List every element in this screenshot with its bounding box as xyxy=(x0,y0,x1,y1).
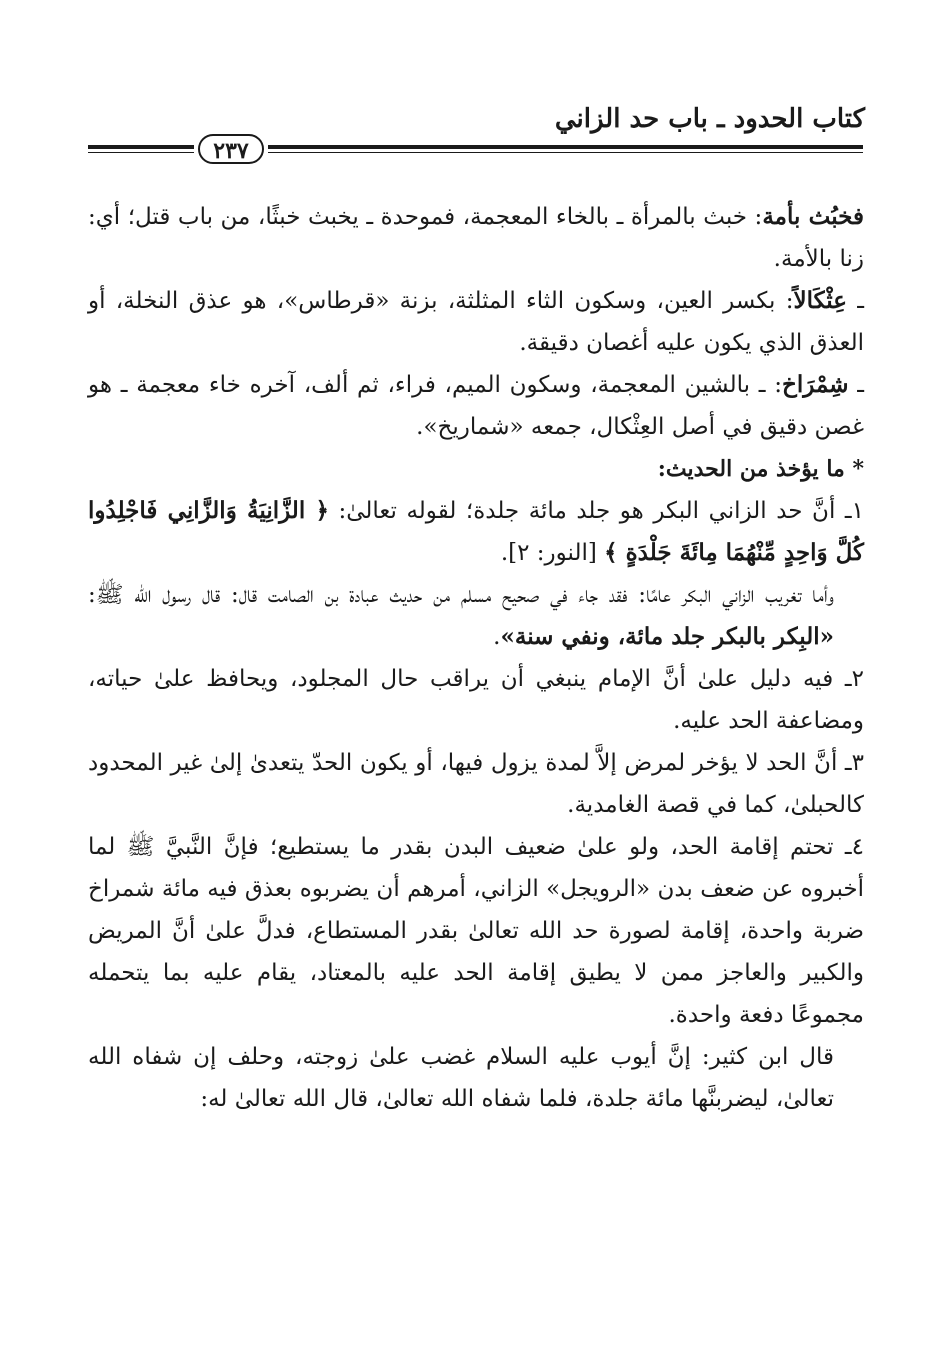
benefit-item-4: ٤ـ تحتم إقامة الحد، ولو علىٰ ضعيف البدن بقدر ما يستطيع؛ فإنَّ النَّبيَّ ﷺ لما أخبروه عن ضعف بدن «الرويجل» الزاني، أمرهم أن يضربوه بعذق فيه مائة شمراخ ضربة واحدة، إقامة لصورة حد الله تعالىٰ بقدر المستطاع، فدلَّ علىٰ أنَّ المريض والكبير والعاجز ممن لا يطيق إقامة الحد عليه بالمعتاد، يقام عليه بما يتحمله مجموعًا دفعة واحدة. xyxy=(88,834,864,1028)
ibn-kathir-paragraph: قال ابن كثير: إنَّ أيوب عليه السلام غضب علىٰ زوجته، وحلف إن شفاه الله تعالىٰ، ليضربنَّها مائة جلدة، فلما شفاه الله تعالىٰ، قال الله تعالىٰ له: xyxy=(88,1044,834,1112)
item-text: وأما تغريب الزاني البكر عامًا: فقد جاء في صحيح مسلم من حديث عبادة بن الصامت قال: قال رسول الله ﷺ: xyxy=(88,582,834,608)
benefit-paragraph-hadith xyxy=(88,574,864,658)
definition-text: : بكسر العين، وسكون الثاء المثلثة، بزنة «قرطاس»، هو عذق النخلة، أو العذق الذي يكون عليه أغصان دقيقة. xyxy=(88,288,864,356)
benefit-item-3: ٣ـ أنَّ الحد لا يؤخر لمرض إلاَّ لمدة يزول فيها، أو يكون الحدّ يتعدىٰ إلىٰ غير المحدود كالحبلىٰ، كما في قصة الغامدية. xyxy=(88,750,864,818)
definition-1 xyxy=(88,196,864,280)
definition-term: فخبُث بأمة xyxy=(762,203,864,230)
definition-text: : ـ بالشين المعجمة، وسكون الميم، فراء، ثم ألف، آخره خاء معجمة ـ هو غصن دقيق في أصل العِثْكال، جمعه «شماريخ». xyxy=(88,372,864,440)
definition-term: شِمْرَاخ xyxy=(782,371,849,398)
section-heading: * ما يؤخذ من الحديث: xyxy=(657,456,864,482)
header-rule-left xyxy=(88,145,194,153)
benefit-item-1 xyxy=(88,490,864,574)
header-rule-right xyxy=(268,145,863,153)
definition-dash: ـ xyxy=(846,288,864,314)
item-text: ١ـ أنَّ حد الزاني البكر هو جلد مائة جلدة؛ لقوله تعالىٰ: xyxy=(328,498,864,524)
definition-term: عِثْكَالاً xyxy=(793,287,847,314)
definition-dash: ـ xyxy=(848,372,864,398)
page-body xyxy=(88,196,864,1120)
benefit-item-2: ٢ـ فيه دليل علىٰ أنَّ الإمام ينبغي أن يراقب حال المجلود، ويحافظ علىٰ حياته، ومضاعفة الحد عليه. xyxy=(88,666,864,734)
hadith-quote: «البِكر بالبكر جلد مائة، ونفي سنة» xyxy=(500,623,834,650)
quran-quote: ﴿ الزَّانِيَةُ وَالزَّانِي فَاجْلِدُوا كُلَّ وَاحِدٍ مِّنْهُمَا مِائَةَ جَلْدَةٍ ﴾ xyxy=(88,497,864,566)
item-suffix: . xyxy=(493,624,501,650)
quote-reference: [النور: ٢]. xyxy=(500,540,605,566)
definition-text: : خبث بالمرأة ـ بالخاء المعجمة، فموحدة ـ يخبث خبثًا، من باب قتل؛ أي: زنا بالأمة. xyxy=(88,204,864,272)
running-header-title: كتاب الحدود ـ باب حد الزاني xyxy=(554,104,865,134)
definition-3 xyxy=(88,364,864,448)
page-number: ٢٣٧ xyxy=(198,134,264,164)
definition-2 xyxy=(88,280,864,364)
